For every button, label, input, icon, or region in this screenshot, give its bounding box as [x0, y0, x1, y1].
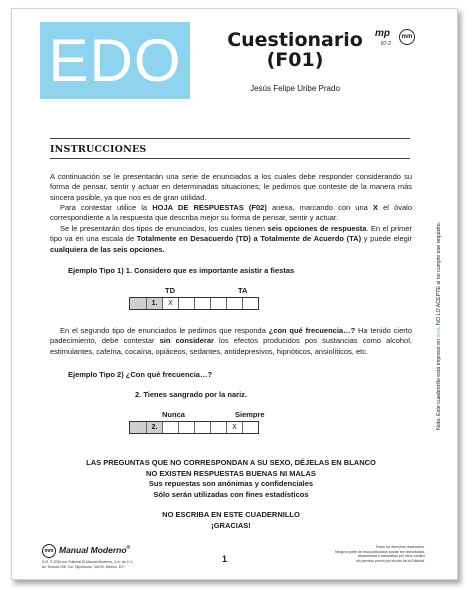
example-1-response-grid	[129, 297, 259, 310]
note-sex-questions: LAS PREGUNTAS QUE NO CORRESPONDAN A SU SEXO, DÉJELAS EN BLANCO	[86, 458, 376, 467]
print-color-note: Nota: Este cuadernillo está impreso en azul. NO LO ACEPTE si no cumple ese requisito.	[436, 221, 442, 430]
publisher-circle-icon: mm	[399, 29, 415, 45]
edo-logo-text: EDO	[48, 26, 182, 94]
example-1-label-td: TD	[165, 286, 175, 295]
intro-paragraph: A continuación se le presentarán una serie de enunciados a los cuales debe responder considerando su forma de pensar, sentir y actuar en determinadas situaciones; le pedimos que conteste de la manera más sincera posible, ya que nos es de gran utilidad.	[50, 172, 412, 202]
instructions-heading: INSTRUCCIONES	[50, 144, 147, 155]
note-do-not-write: NO ESCRIBA EN ESTE CUADERNILLO	[162, 510, 300, 519]
grid-cell	[242, 298, 258, 309]
grid-cell	[130, 298, 146, 309]
example-2-response-grid	[129, 421, 259, 434]
title-line-2: (F01)	[266, 49, 324, 71]
example-1-heading: Ejemplo Tipo 1) 1. Considero que es importante asistir a fiestas	[68, 266, 295, 275]
item-number: 1.	[146, 298, 162, 309]
note-no-right-answers: NO EXISTEN RESPUESTAS BUENAS NI MALAS	[146, 468, 316, 478]
notes-block	[50, 458, 412, 531]
title-line-1: Cuestionario	[227, 29, 363, 51]
publisher-mark: mp	[375, 28, 390, 39]
grid-cell	[226, 298, 242, 309]
top-rule	[50, 138, 410, 139]
answer-mark: X	[162, 298, 178, 309]
answer-mark: X	[226, 422, 242, 433]
heading-rule	[50, 158, 410, 159]
grid-cell	[178, 298, 194, 309]
item-number: 2.	[146, 422, 162, 433]
note-thanks: ¡GRACIAS!	[211, 520, 251, 530]
author: Jesús Felipe Uribe Prado	[250, 84, 340, 93]
note-statistical-use: Sólo serán utilizadas con fines estadísticos	[153, 489, 309, 499]
example-2-label-never: Nunca	[162, 410, 185, 419]
grid-cell	[162, 422, 178, 433]
grid-cell	[130, 422, 146, 433]
grid-cell	[210, 298, 226, 309]
grid-cell	[194, 422, 210, 433]
example-2-label-always: Siempre	[235, 410, 265, 419]
answer-sheet-paragraph: Para contestar utilice la HOJA DE RESPUESTAS (F02) anexa, marcando con una X el óvalo correspondiente a la respuesta que describa mejor su forma de pensar, sentir y actuar.	[50, 203, 412, 223]
page-number: 1	[222, 554, 228, 564]
publisher-code: 87-2	[381, 41, 392, 47]
blue-word: azul	[436, 327, 442, 338]
example-2-question: 2. Tienes sangrado por la nariz.	[135, 390, 247, 399]
edo-logo	[40, 22, 190, 99]
document-title	[210, 30, 380, 70]
example-2-heading: Ejemplo Tipo 2) ¿Con qué frecuencia…?	[68, 370, 213, 379]
options-paragraph: Se le presentarán dos tipos de enunciados, los cuales tienen seis opciones de respuesta. En el primer tipo va en una escala de Totalmente en Desacuerdo (TD) a Totalmente de Acuerdo (TA) y puede elegir cualquiera de las seis opciones.	[50, 224, 412, 254]
grid-cell	[178, 422, 194, 433]
example-1-label-ta: TA	[238, 286, 248, 295]
grid-cell	[242, 422, 258, 433]
copyright-line: D.R. © 2016 por Editorial El Manual Moderno, S.A. de C.V.	[42, 560, 134, 564]
frequency-paragraph: En el segundo tipo de enunciados le pedimos que responda ¿con qué frecuencia…? Ha tenido cierto padecimiento, debe contestar sin considerar los efectos producidos pos sustancias como alcohol, estimulantes, cafeína, cocaína, opiáceos, sedantes, antidepresivos, hipnóticos, ansiolíticos, etc.	[50, 326, 412, 356]
grid-cell	[210, 422, 226, 433]
publisher-name: Manual Moderno®	[59, 545, 131, 555]
grid-cell	[194, 298, 210, 309]
note-anonymous: Sus repuestas son anónimas y confidenciales	[148, 479, 314, 488]
publisher-logo-icon: mm	[42, 544, 56, 558]
rights-notice: Todos los derechos reservados. Ninguna parte de esta publicación puede ser reproducida, almacenada o transmitida por otros medios sin permiso previo por escrito de la Editorial.	[335, 545, 425, 563]
address-line: Av. Sonora 206, Col. Hipódromo, 06100, México, D.F.	[42, 565, 125, 569]
